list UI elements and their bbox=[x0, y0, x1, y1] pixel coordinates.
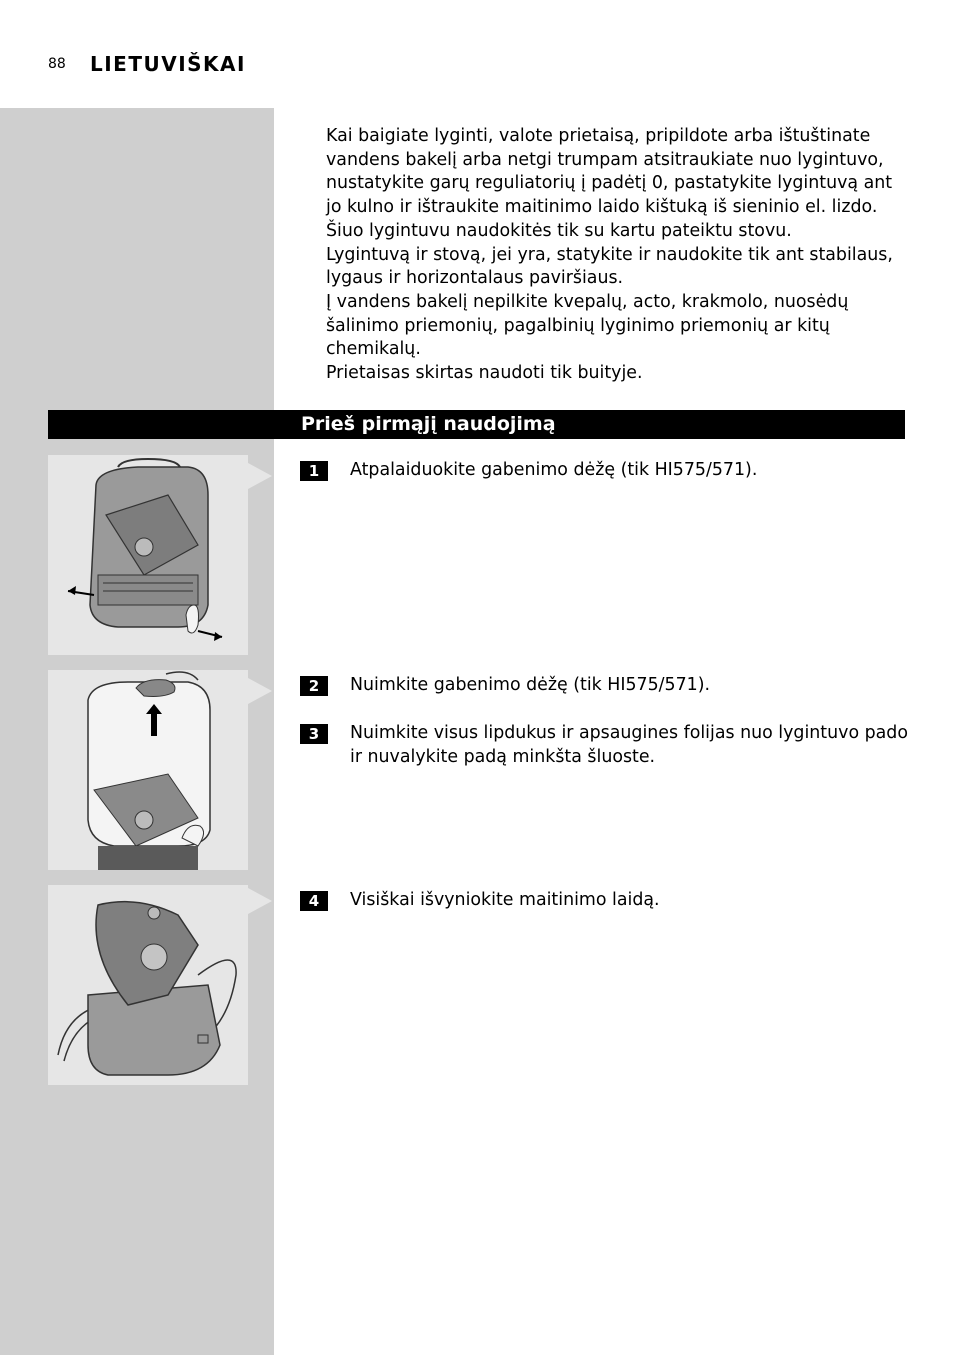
page-language-heading: LIETUVIŠKAI bbox=[90, 52, 246, 76]
step-number-badge: 4 bbox=[300, 891, 328, 911]
intro-text bbox=[326, 125, 906, 386]
figure-pointer bbox=[248, 888, 272, 914]
intro-paragraph: Prietaisas skirtas naudoti tik buityje. bbox=[326, 363, 643, 384]
step-text: Visiškai išvyniokite maitinimo laidą. bbox=[350, 890, 660, 910]
page-number: 88 bbox=[48, 56, 66, 72]
intro-paragraph: Lygintuvą ir stovą, jei yra, statykite ir naudokite tik ant stabilaus, lygaus ir horizontalaus paviršiaus. bbox=[326, 244, 893, 289]
step-text: Nuimkite visus lipdukus ir apsaugines folijas nuo lygintuvo pado ir nuvalykite padą minkšta šluoste. bbox=[350, 723, 908, 767]
figure-pointer bbox=[248, 678, 272, 704]
section-title: Prieš pirmąjį naudojimą bbox=[301, 413, 556, 435]
step-text: Nuimkite gabenimo dėžę (tik HI575/571). bbox=[350, 675, 711, 695]
iron-in-box-illustration bbox=[48, 455, 248, 655]
step-text: Atpalaiduokite gabenimo dėžę (tik HI575/571). bbox=[350, 460, 758, 480]
step-number-badge: 2 bbox=[300, 676, 328, 696]
figure-unwind-cord bbox=[48, 885, 248, 1085]
lifting-box-illustration bbox=[48, 670, 248, 870]
intro-paragraph: Šiuo lygintuvu naudokitės tik su kartu pateiktu stovu. bbox=[326, 220, 792, 241]
step-number-badge: 3 bbox=[300, 724, 328, 744]
step-number-badge: 1 bbox=[300, 461, 328, 481]
intro-paragraph: Kai baigiate lyginti, valote prietaisą, pripildote arba ištuštinate vandens bakelį arba netgi trumpam atsitraukiate nuo lygintuvo, nustatykite garų reguliatorių į padėtį 0, pastatykite lygintuvą ant jo kulno ir ištraukite maitinimo laido kištuką iš sieninio el. lizdo. bbox=[326, 126, 893, 218]
iron-on-stand-illustration bbox=[48, 885, 248, 1085]
figure-pointer bbox=[248, 463, 272, 489]
figure-remove-box bbox=[48, 670, 248, 870]
figure-release-box bbox=[48, 455, 248, 655]
intro-paragraph: Į vandens bakelį nepilkite kvepalų, acto, krakmolo, nuosėdų šalinimo priemonių, pagalbinių lyginimo priemonių ar kitų chemikalų. bbox=[326, 291, 849, 360]
